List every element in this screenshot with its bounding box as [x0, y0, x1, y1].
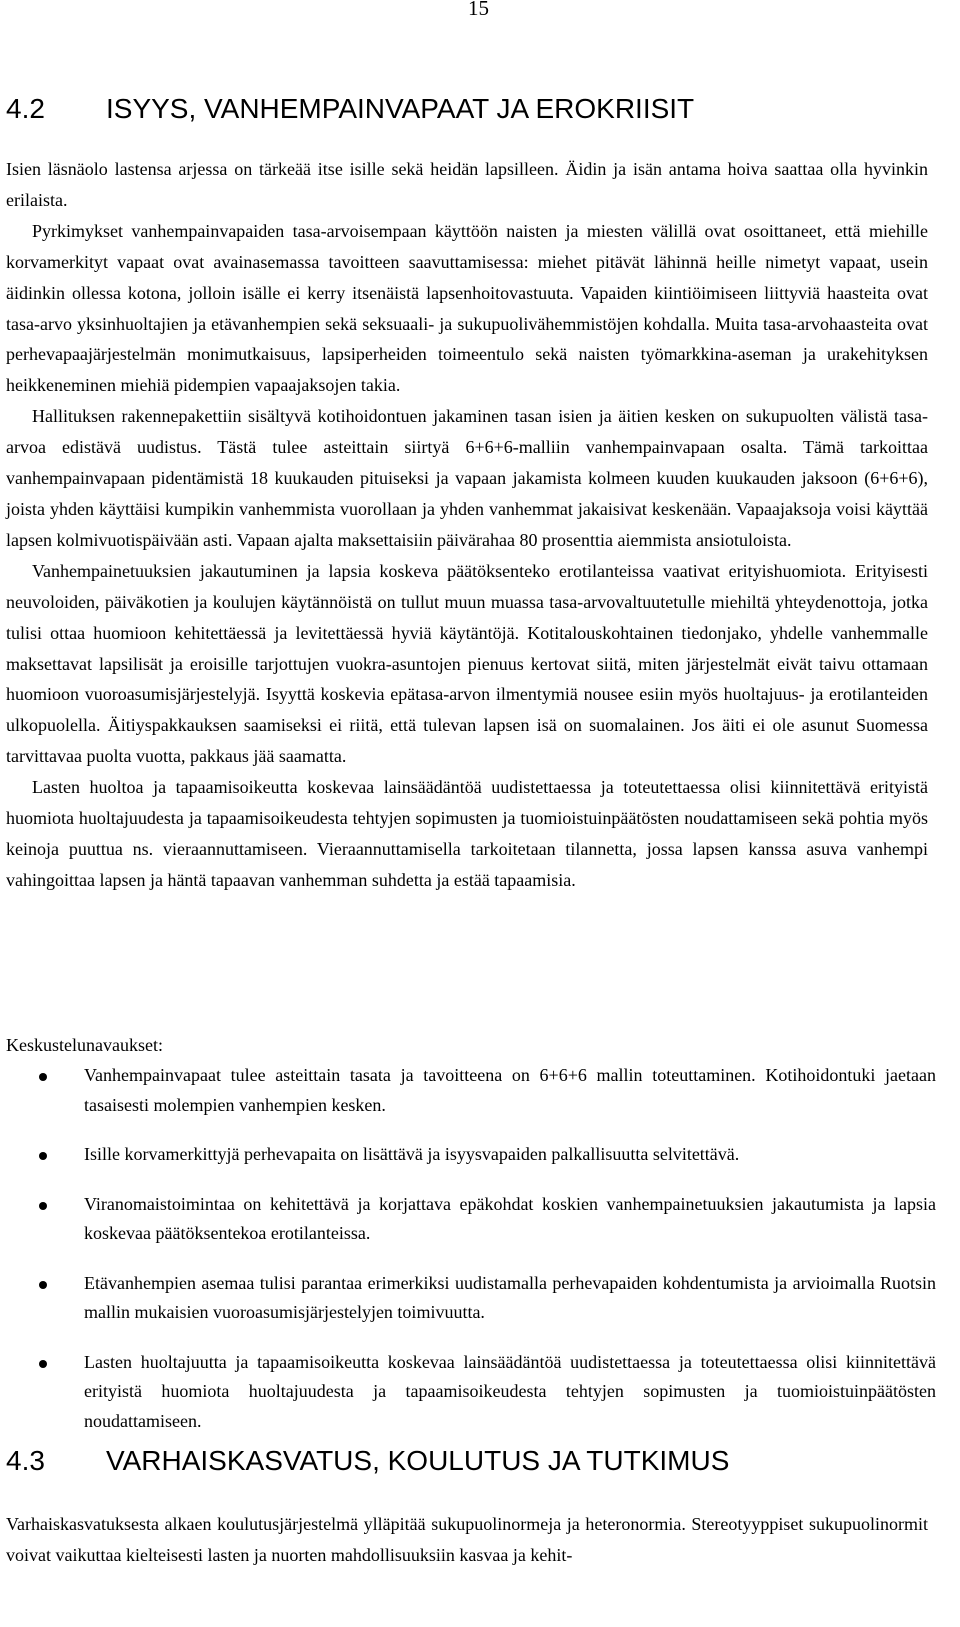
section-4-3-body [6, 1509, 928, 1571]
bullet-icon [39, 1281, 47, 1289]
list-item: Lasten huoltajuutta ja tapaamisoikeutta koskevaa lainsäädäntöä uudistettaessa ja toteutettaessa olisi kiinnitettävä erityistä huomiota huoltajuudesta ja tapaamisoikeudesta tehtyjen sopimusten ja tuomioistuinpäätösten noudattamiseen. [0, 1348, 936, 1437]
list-item: Etävanhempien asemaa tulisi parantaa erimerkiksi uudistamalla perhevapaiden kohdentumista ja arvioimalla Ruotsin mallin mukaisien vuoroasumisjärjestelyjen toimivuutta. [0, 1269, 936, 1328]
paragraph: Varhaiskasvatuksesta alkaen koulutusjärjestelmä ylläpitää sukupuolinormeja ja heteronormia. Stereotyyppiset sukupuolinormit voivat vaikuttaa kielteisesti lasten ja nuorten mahdollisuuksiin kasvaa ja kehit- [6, 1514, 928, 1565]
bullet-icon [39, 1073, 47, 1081]
discussion-points-list [0, 1061, 936, 1436]
section-heading-4-2 [6, 92, 936, 126]
bullet-icon [39, 1360, 47, 1368]
section-4-2-body [6, 154, 928, 896]
bullet-icon [39, 1152, 47, 1160]
section-heading-4-3 [6, 1444, 936, 1478]
list-item: Vanhempainvapaat tulee asteittain tasata ja tavoitteena on 6+6+6 mallin toteuttaminen. Kotihoidontuki jaetaan tasaisesti molempien vanhempien kesken. [0, 1061, 936, 1120]
list-item: Viranomaistoimintaa on kehitettävä ja korjattava epäkohdat koskien vanhempainetuuksien jakautumista ja lapsia koskevaa päätöksentekoa erotilanteissa. [0, 1190, 936, 1249]
list-item: Isille korvamerkittyjä perhevapaita on lisättävä ja isyysvapaiden palkallisuutta selvitettävä. [0, 1140, 936, 1170]
paragraph: Hallituksen rakennepakettiin sisältyvä kotihoidontuen jakaminen tasan isien ja äitien kesken on sukupuolten välistä tasa-arvoa edistävä uudistus. Tästä tulee asteittain siirtyä 6+6+6-malliin vanhempainvapaan osalta. Tämä tarkoittaa vanhempainvapaan pidentämistä 18 kuukauden pituiseksi ja vapaan jakamista kolmeen kuuden kuukauden jaksoon (6+6+6), joista yhden käyttäisi kumpikin vanhemmista vuorollaan ja yhden vanhemmat jakaisivat keskenään. Vapaajaksoja voisi käyttää lapsen kolmivuotispäivään asti. Vapaan ajalta maksettaisiin päivärahaa 80 prosenttia aiemmista ansiotuloista. [6, 406, 928, 550]
paragraph: Vanhempainetuuksien jakautuminen ja lapsia koskeva päätöksenteko erotilanteissa vaativat erityishuomiota. Erityisesti neuvoloiden, päiväkotien ja koulujen käytännöistä on tullut muun muassa tasa-arvovaltuutetulle miehiltä yhteydenottoja, jotka tulisi ottaa huomioon kehitettäessä ja levitettäessä hyviä käytäntöjä. Kotitalouskohtainen tiedonjako, yhdelle vanhemmalle maksettavat lapsilisät ja eroisille tarjottujen vuokra-asuntojen pienuus kertovat siitä, miten järjestelmät eivät taivu ottamaan huomioon vuoroasumisjärjestelyjä. Isyyttä koskevia epätasa-arvon ilmentymiä nousee esiin myös huoltajuus- ja erotilanteiden ulkopuolella. Äitiyspakkauksen saamiseksi ei riitä, että tulevan lapsen isä on suomalainen. Jos äiti ei ole asunut Suomessa tarvittavaa puolta vuotta, pakkaus jää saamatta. [6, 560, 928, 767]
section-title: ISYYS, VANHEMPAINVAPAAT JA EROKRIISIT [106, 93, 695, 124]
paragraph: Lasten huoltoa ja tapaamisoikeutta koskevaa lainsäädäntöä uudistettaessa ja toteutettaessa olisi kiinnitettävä erityistä huomiota huoltajuudesta ja tapaamisoikeudesta tehtyjen sopimusten ja tuomioistuinpäätösten noudattamiseen sekä pohtia myös keinoja puuttua ns. vieraannuttamiseen. Vieraannuttamisella tarkoitetaan tilannetta, jossa lapsen kanssa asuva vanhempi vahingoittaa lapsen ja häntä tapaavan vanhemman suhdetta ja estää tapaamisia. [6, 777, 928, 890]
section-number: 4.2 [6, 93, 45, 124]
section-number: 4.3 [6, 1445, 45, 1476]
discussion-label: Keskustelunavaukset: [6, 1035, 163, 1055]
paragraph: Isien läsnäolo lastensa arjessa on tärkeää itse isille sekä heidän lapsilleen. Äidin ja isän antama hoiva saattaa olla hyvinkin erilaista. [6, 159, 928, 210]
bullet-icon [39, 1202, 47, 1210]
page-number: 15 [468, 0, 489, 20]
section-title: VARHAISKASVATUS, KOULUTUS JA TUTKIMUS [106, 1445, 730, 1476]
paragraph: Pyrkimykset vanhempainvapaiden tasa-arvoisempaan käyttöön naisten ja miesten välillä ovat osoittaneet, että miehille korvamerkityt vapaat ovat avainasemassa tavoitteen saavuttamisessa: miehet pitävät lähinnä heille nimetyt vapaat, usein äidinkin ollessa kotona, jolloin isälle ei kerry itsenäistä lapsenhoitovastuuta. Vapaiden kiintiöimiseen liittyviä haasteita ovat tasa-arvo yksinhuoltajien ja etävanhempien sekä seksuaali- ja sukupuolivähemmistöjen kohdalla. Muita tasa-arvohaasteita ovat perhevapaajärjestelmän monimutkaisuus, lapsiperheiden toimeentulo sekä naisten työmarkkina-aseman ja urakehityksen heikkeneminen miehiä pidempien vapaajaksojen takia. [6, 220, 928, 396]
